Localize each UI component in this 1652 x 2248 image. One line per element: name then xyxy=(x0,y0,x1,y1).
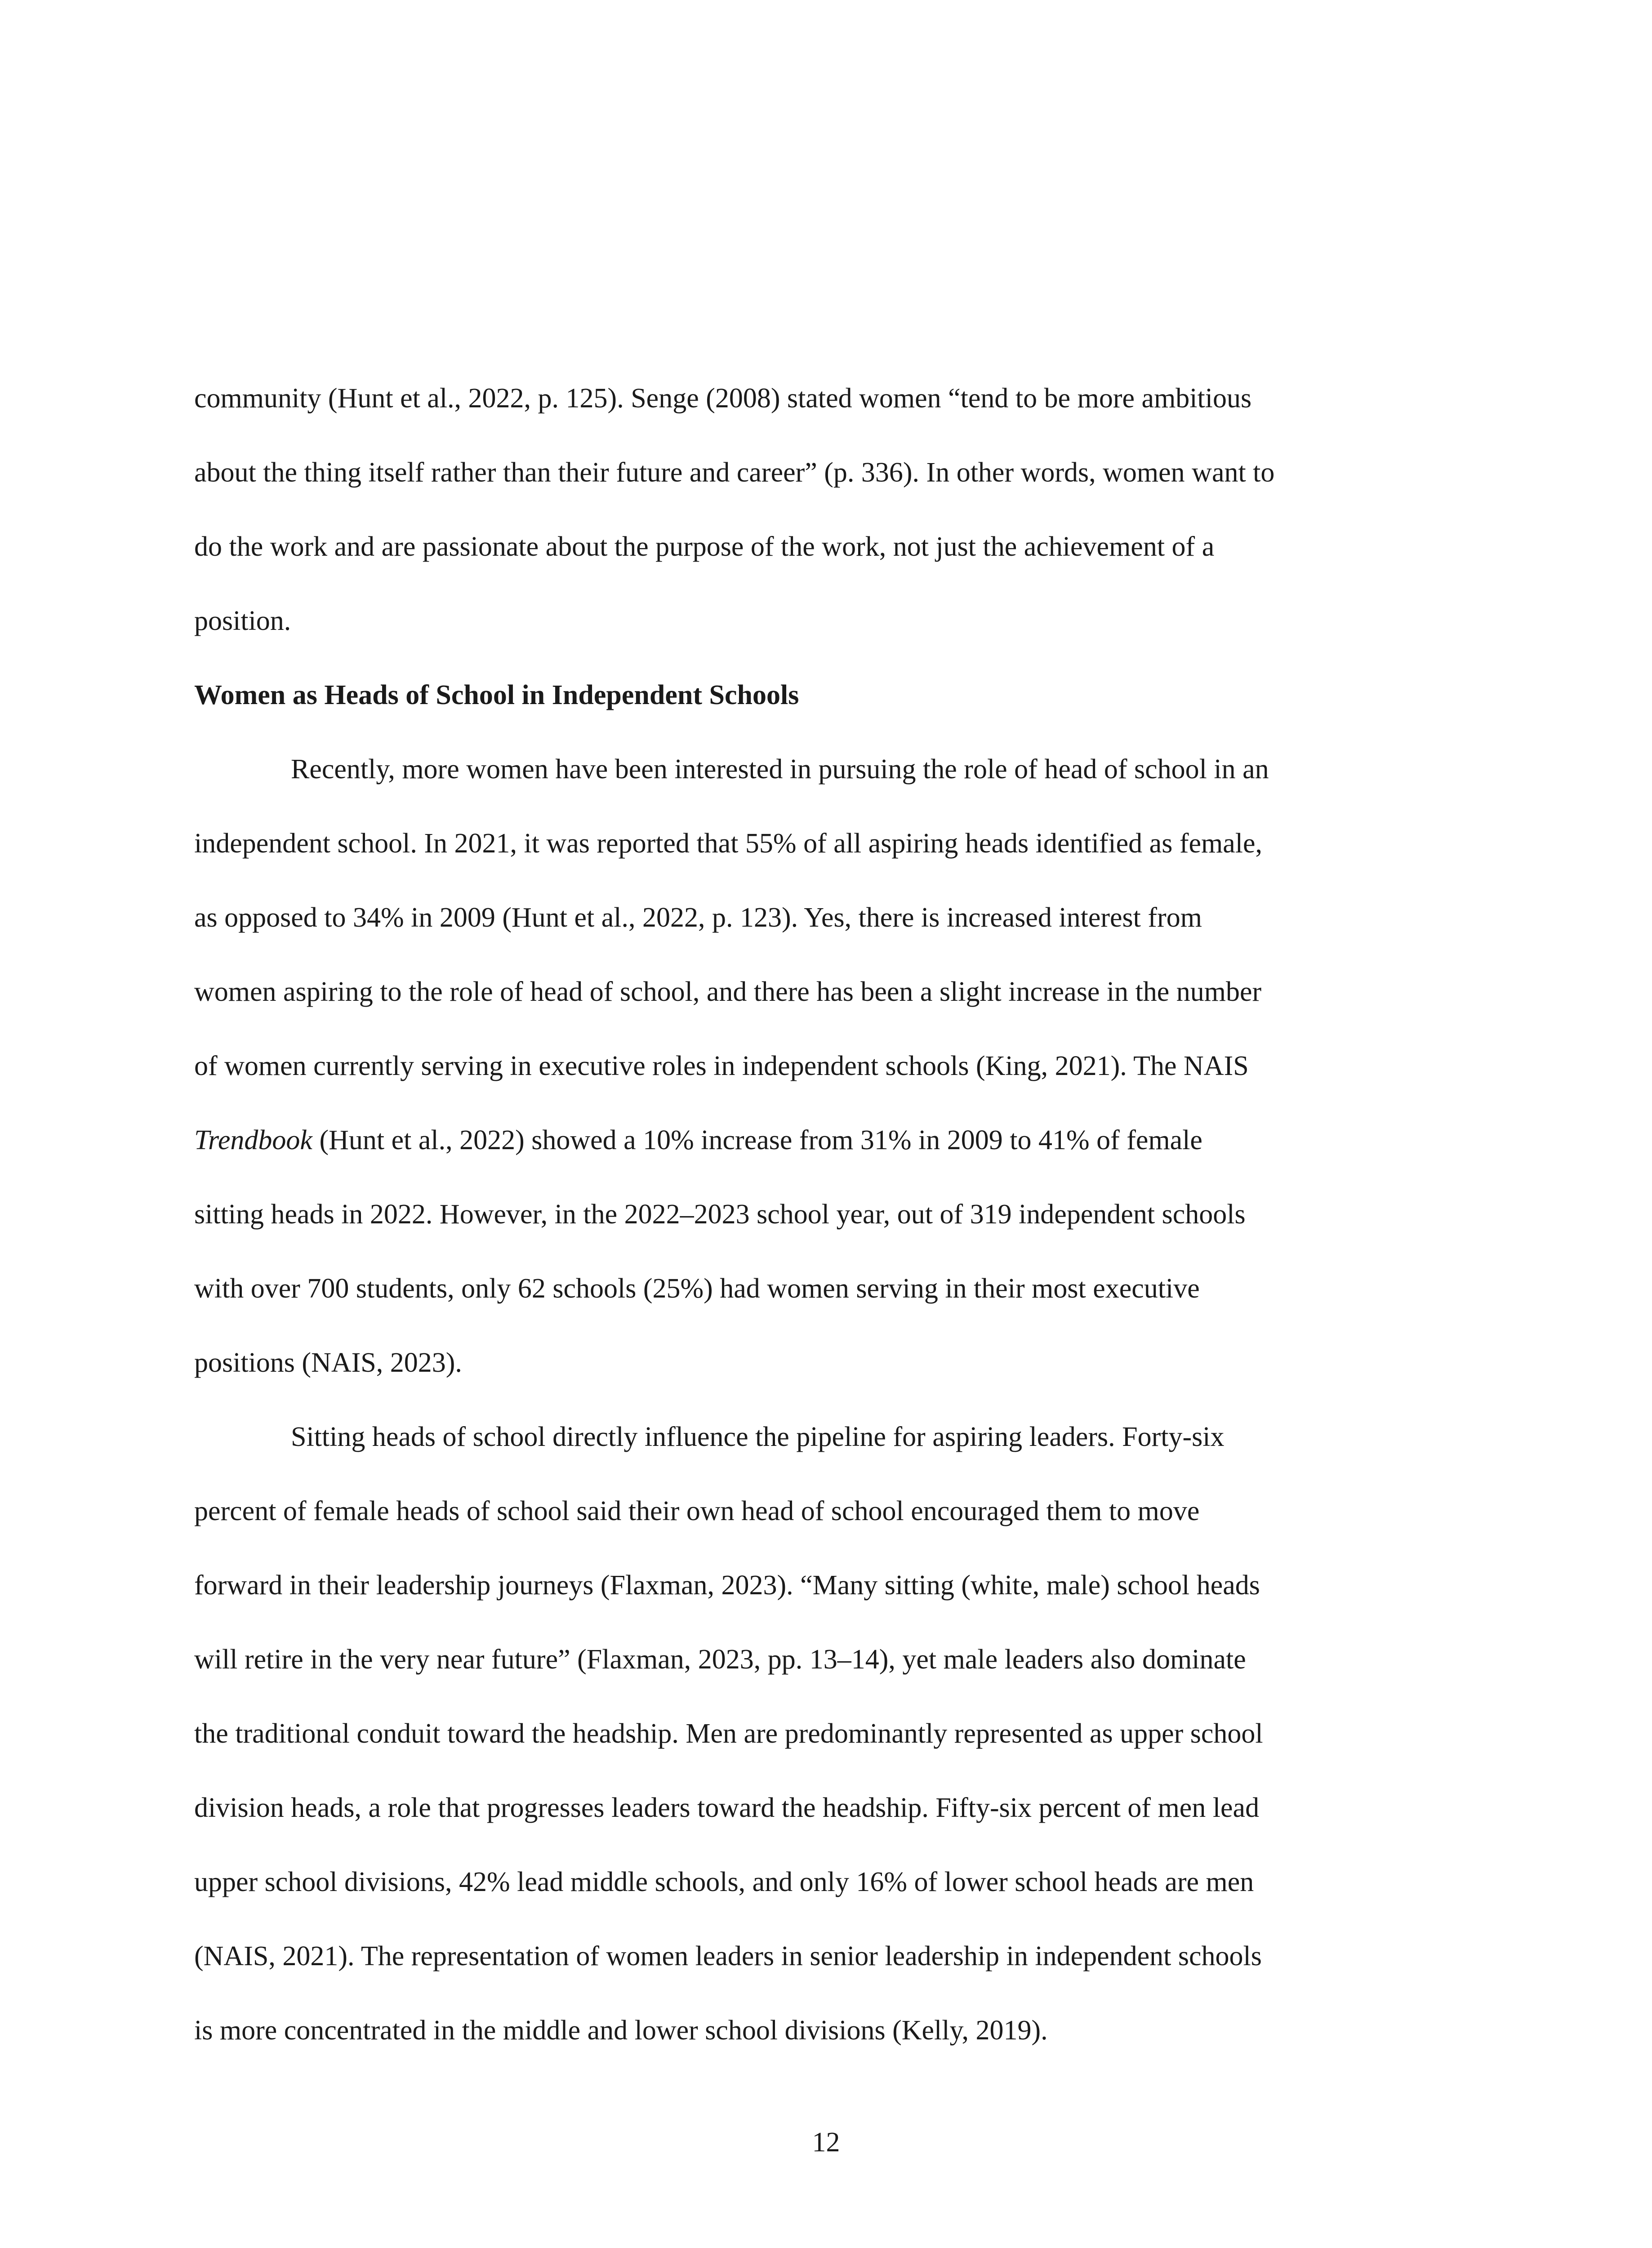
text-line: Recently, more women have been interested in pursuing the role of head of school in an xyxy=(291,754,1269,785)
text-line: about the thing itself rather than their future and career” (p. 336). In other words, women want to xyxy=(194,457,1275,488)
text-line: percent of female heads of school said their own head of school encouraged them to move xyxy=(194,1496,1200,1526)
italic-title: Trendbook xyxy=(194,1125,312,1155)
document-page xyxy=(194,361,1457,2068)
text-line: is more concentrated in the middle and lower school divisions (Kelly, 2019). xyxy=(194,2015,1048,2046)
text-line: independent school. In 2021, it was reported that 55% of all aspiring heads identified as female, xyxy=(194,828,1262,859)
text-line xyxy=(194,1103,1457,1178)
text-line: do the work and are passionate about the purpose of the work, not just the achievement of a xyxy=(194,531,1215,562)
text-line: position. xyxy=(194,606,291,636)
text-line: forward in their leadership journeys (Flaxman, 2023). “Many sitting (white, male) school heads xyxy=(194,1570,1260,1601)
paragraph xyxy=(194,732,1457,1400)
text-line: with over 700 students, only 62 schools (25%) had women serving in their most executive xyxy=(194,1273,1200,1304)
text-line: division heads, a role that progresses leaders toward the headship. Fifty-six percent of men lead xyxy=(194,1793,1260,1823)
text-line: upper school divisions, 42% lead middle schools, and only 16% of lower school heads are men xyxy=(194,1867,1254,1897)
page-number: 12 xyxy=(812,2127,840,2158)
text-line: positions (NAIS, 2023). xyxy=(194,1347,462,1378)
text-line: Sitting heads of school directly influence the pipeline for aspiring leaders. Forty-six xyxy=(291,1422,1225,1452)
text-line: community (Hunt et al., 2022, p. 125). Senge (2008) stated women “tend to be more ambitious xyxy=(194,383,1252,414)
text-line: sitting heads in 2022. However, in the 2022–2023 school year, out of 319 independent schools xyxy=(194,1199,1246,1230)
section-heading: Women as Heads of School in Independent Schools xyxy=(194,680,799,710)
text-line: of women currently serving in executive roles in independent schools (King, 2021). The NAIS xyxy=(194,1051,1249,1081)
text-line: will retire in the very near future” (Flaxman, 2023, pp. 13–14), yet male leaders also dominate xyxy=(194,1644,1246,1675)
text-line: the traditional conduit toward the headship. Men are predominantly represented as upper school xyxy=(194,1718,1263,1749)
text-line: as opposed to 34% in 2009 (Hunt et al., 2022, p. 123). Yes, there is increased interest from xyxy=(194,902,1202,933)
paragraph xyxy=(194,361,1457,658)
paragraph xyxy=(194,1400,1457,2068)
text-line: (NAIS, 2021). The representation of women leaders in senior leadership in independent schools xyxy=(194,1941,1262,1971)
text-span: (Hunt et al., 2022) showed a 10% increase from 31% in 2009 to 41% of female xyxy=(312,1125,1202,1155)
text-line: women aspiring to the role of head of school, and there has been a slight increase in the number xyxy=(194,977,1262,1007)
